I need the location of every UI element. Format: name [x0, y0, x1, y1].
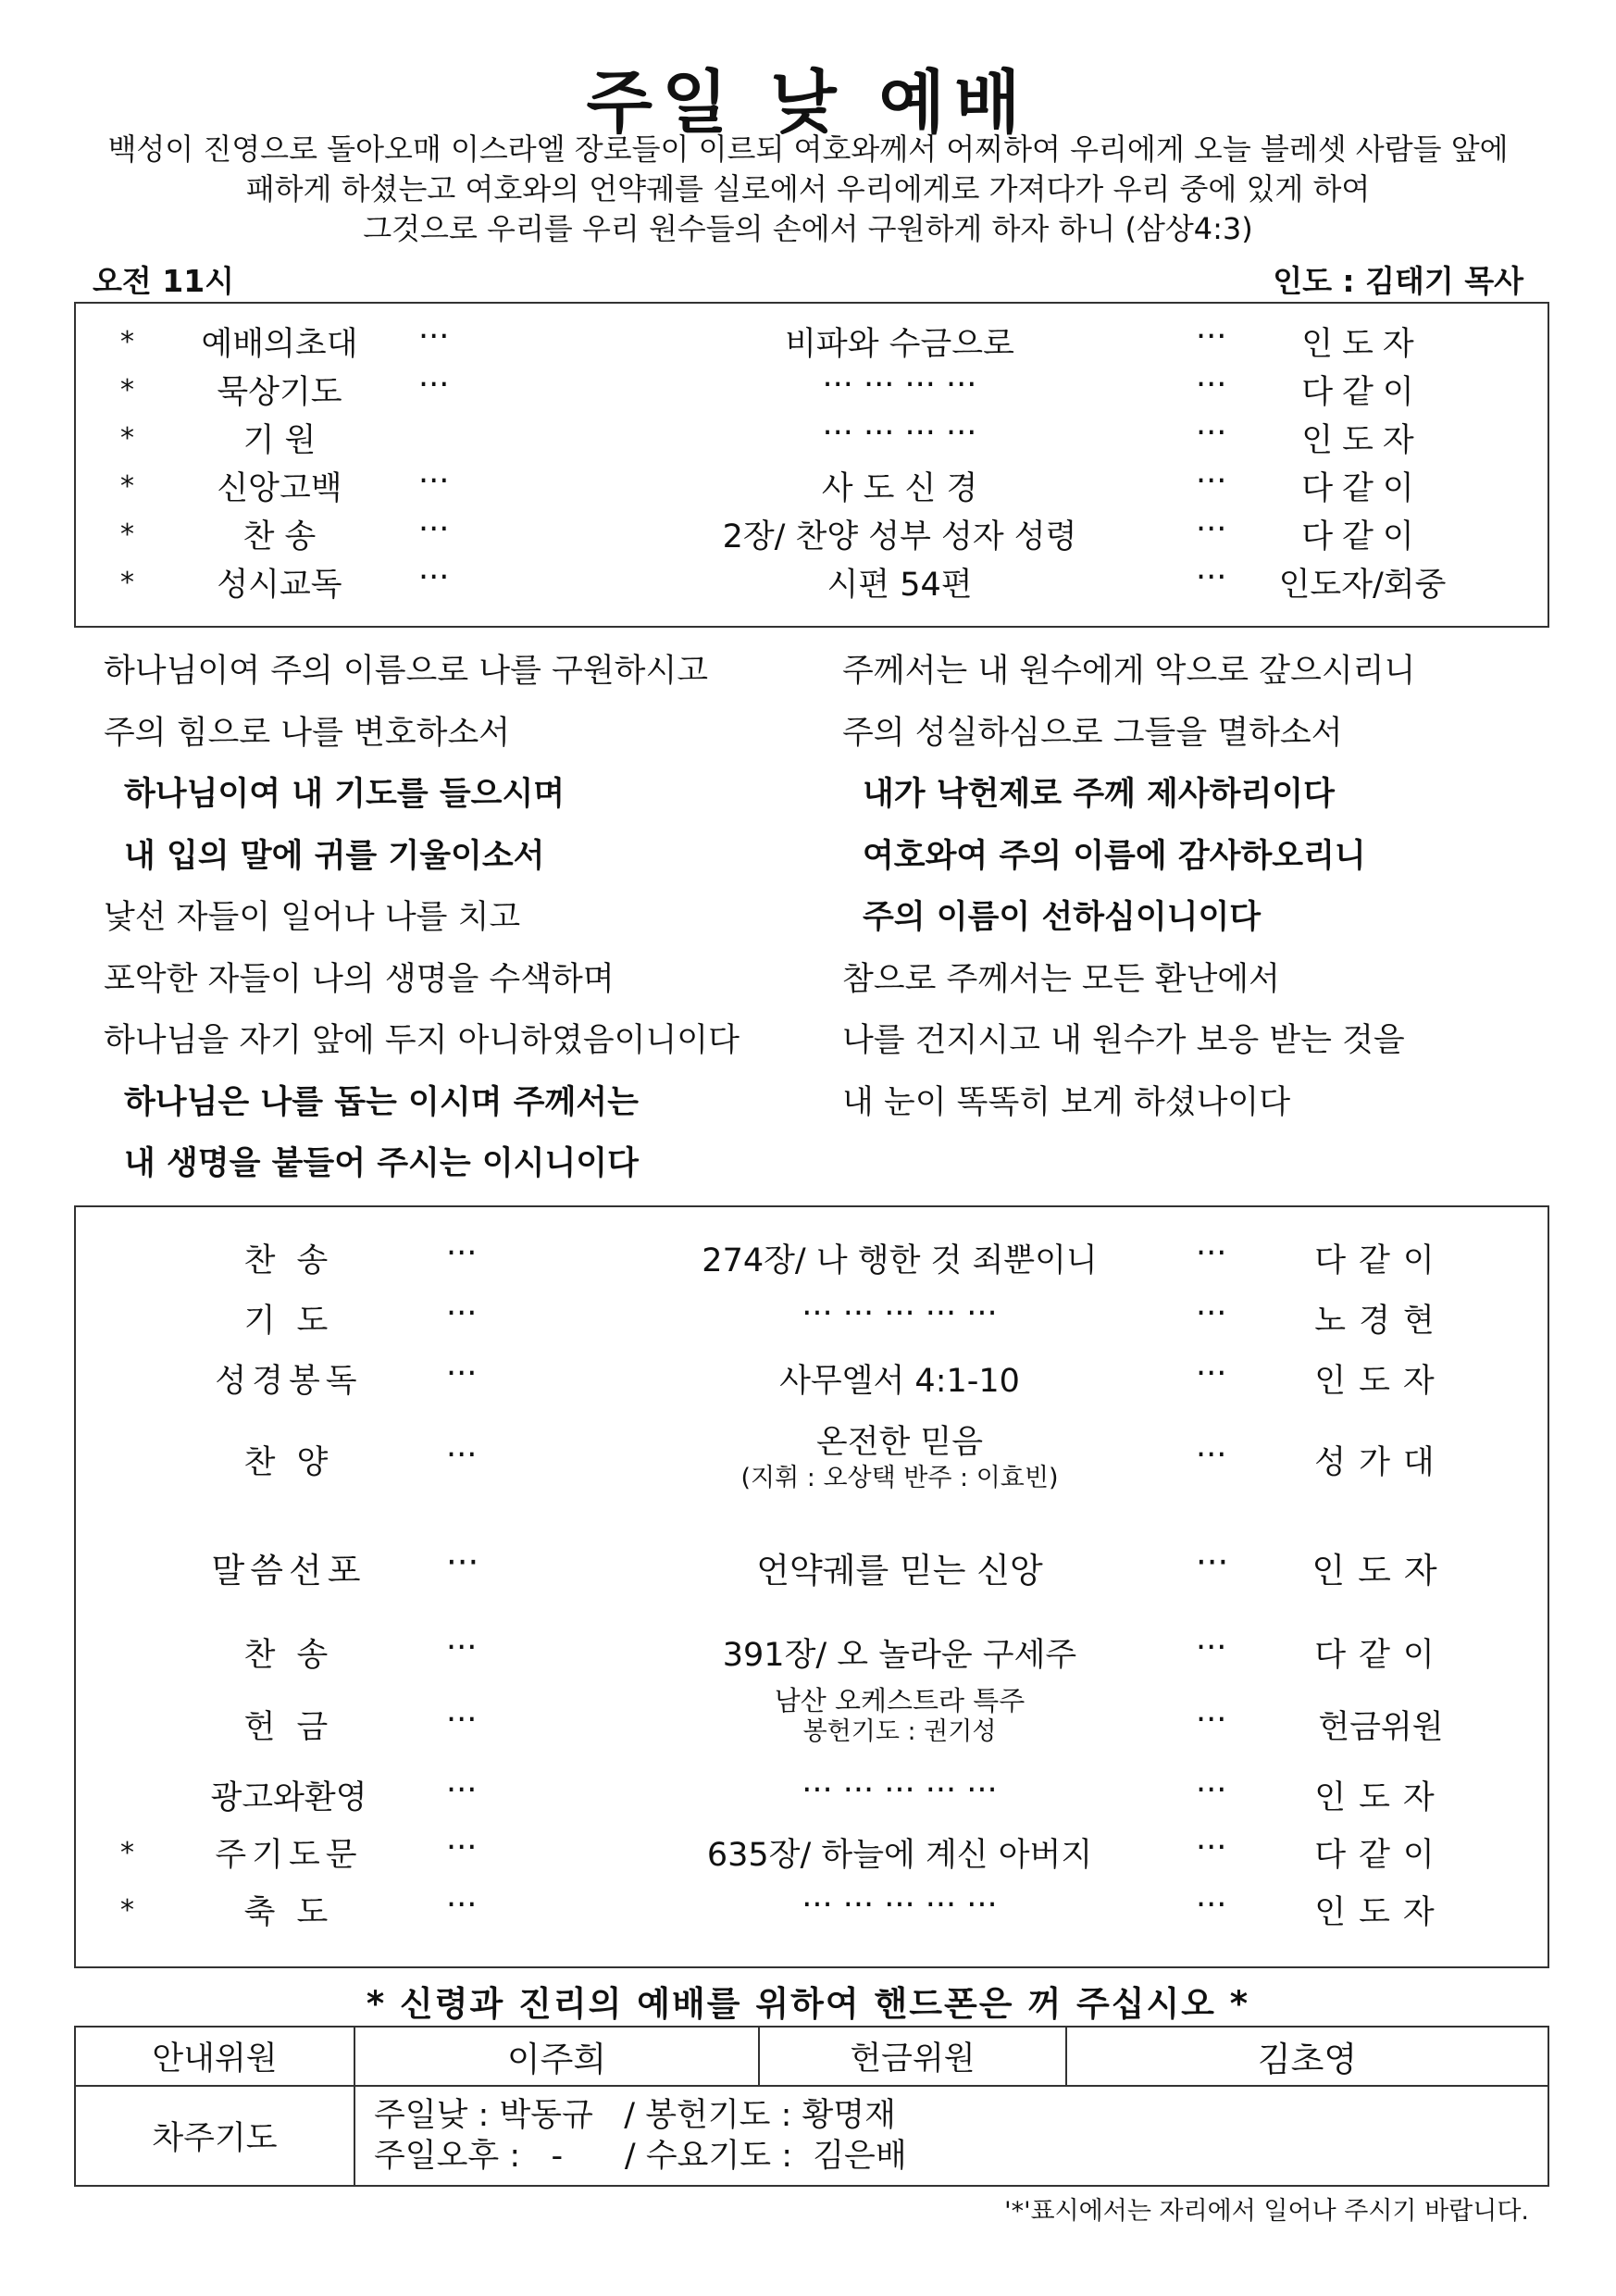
standing-marker: * [120, 470, 134, 503]
order-item-title: 274장/ 나 행한 것 죄뿐이니 [702, 1242, 1098, 1279]
standing-marker: * [120, 1894, 134, 1927]
order-dots: ··· [1196, 1772, 1227, 1809]
order-who: 다같이 [1314, 1637, 1448, 1674]
order-item: 비파와 수금으로 [785, 326, 1014, 363]
order-item [585, 1235, 1214, 1281]
reading-line: 포악한 자들이 나의 생명을 수색하며 [104, 960, 615, 998]
order-dots: ··· [1196, 463, 1227, 500]
order-dots: ··· [446, 1235, 478, 1272]
order-name: 성경봉독 [215, 1363, 363, 1400]
reading-line-response: 주의 이름이 선하심이니이다 [863, 899, 1262, 936]
order-who: 다같이 [1314, 1242, 1448, 1279]
order-who: 다같이 [1301, 518, 1423, 555]
reading-line-response: 내 생명을 붙들어 주시는 이시니이다 [124, 1145, 639, 1182]
order-name: 찬 송 [243, 1637, 334, 1674]
order-item-title: ··· ··· ··· ··· ··· [802, 1295, 998, 1332]
order-item-title: 온전한 믿음 [815, 1424, 984, 1461]
order-who: 인도자/회중 [1278, 567, 1447, 604]
order-who: 인도자 [1314, 1363, 1448, 1400]
order-name: 기 원 [242, 422, 317, 459]
next-prayer-line: 주일낮 : 박동규 / 봉헌기도 : 황명재 [374, 2097, 896, 2134]
reading-line-response: 하나님은 나를 돕는 이시며 주께서는 [124, 1083, 639, 1121]
order-item: ··· ··· ··· ··· [822, 367, 977, 404]
reading-line: 하나님이여 주의 이름으로 나를 구원하시고 [104, 653, 709, 690]
order-dots: ··· [418, 559, 450, 596]
next-prayer-cell [354, 2086, 1548, 2186]
order-dots: ··· [446, 1772, 478, 1809]
page-title: 주일 낮 예배 [586, 63, 1030, 143]
footer-note: '*'표시에서는 자리에서 일어나 주시기 바랍니다. [1004, 2197, 1529, 2226]
verse-line: 패하게 하셨는고 여호와의 언약궤를 실로에서 우리에게로 가져다가 우리 중에 있게 하여 [245, 171, 1371, 206]
order-who: 인도자 [1301, 326, 1423, 363]
order-dots: ··· [446, 1542, 479, 1582]
order-dots: ··· [1196, 511, 1227, 548]
order-dots: ··· [1196, 318, 1227, 356]
order-name: 주기도문 [215, 1837, 363, 1874]
order-item [585, 1887, 1214, 1924]
order-dots: ··· [1196, 1829, 1227, 1866]
order-item [585, 1685, 1214, 1748]
order-item: 사 도 신 경 [821, 470, 978, 507]
order-item-title: 사무엘서 4:1-10 [779, 1363, 1020, 1400]
order-item-sub: (지휘 : 오상택 반주 : 이효빈) [740, 1464, 1059, 1492]
order-name: 헌 금 [243, 1709, 334, 1746]
order-item [585, 1542, 1214, 1592]
service-time: 오전 11시 [93, 263, 235, 299]
order-name: 묵상기도 [217, 374, 342, 411]
order-item [585, 1355, 1214, 1402]
order-who: 노경현 [1314, 1303, 1448, 1340]
order-name: 광고와환영 [210, 1779, 367, 1816]
order-dots: ··· [1196, 367, 1227, 404]
order-item-title: 391장/ 오 놀라운 구세주 [722, 1637, 1077, 1674]
order-who: 인도자 [1301, 422, 1423, 459]
phone-notice: * 신령과 진리의 예배를 위하여 핸드폰은 꺼 주십시오 * [366, 1984, 1250, 2024]
order-name: 성시교독 [217, 567, 342, 604]
order-dots: ··· [446, 1887, 478, 1924]
order-item [585, 1295, 1214, 1332]
verse-line: 그것으로 우리를 우리 원수들의 손에서 구원하게 하자 하니 (삼상4:3) [363, 211, 1253, 246]
order-who: 인도자 [1314, 1779, 1448, 1816]
responsive-reading-left [104, 641, 740, 1195]
volunteer-table [74, 2026, 1549, 2187]
order-item-title: 언약궤를 믿는 신앙 [756, 1551, 1043, 1591]
order-dots: ··· [1196, 1542, 1229, 1582]
standing-marker: * [120, 422, 134, 455]
order-item: 2장/ 찬양 성부 성자 성령 [722, 518, 1077, 555]
scripture-verse [0, 130, 1616, 249]
reading-line: 참으로 주께서는 모든 환난에서 [842, 960, 1280, 998]
order-of-worship-part1 [74, 302, 1549, 628]
reading-line-response: 여호와여 주의 이름에 감사하오리니 [863, 837, 1366, 875]
order-dots: ··· [418, 367, 450, 404]
order-who: 다같이 [1301, 470, 1423, 507]
order-dots: ··· [446, 1702, 478, 1739]
order-dots: ··· [446, 1437, 478, 1474]
reading-line-response: 내가 낙헌제로 주께 제사하리이다 [863, 776, 1335, 813]
order-item-title: 남산 오케스트라 특주 [774, 1685, 1026, 1716]
order-name: 축 도 [243, 1894, 334, 1931]
order-dots: ··· [446, 1829, 478, 1866]
order-dots: ··· [1196, 1235, 1227, 1272]
reading-line-response: 하나님이여 내 기도를 들으시며 [124, 776, 566, 813]
order-dots: ··· [446, 1295, 478, 1332]
order-who: 인도자 [1311, 1551, 1450, 1591]
order-dots: ··· [1196, 1702, 1227, 1739]
order-item [585, 1629, 1214, 1676]
offering-name: 김초영 [1066, 2027, 1548, 2086]
order-item-title: 635장/ 하늘에 계신 아버지 [706, 1837, 1093, 1874]
standing-marker: * [120, 518, 134, 551]
reading-line: 주의 성실하심으로 그들을 멸하소서 [842, 714, 1343, 752]
order-name: 찬 송 [243, 1242, 334, 1279]
order-who: 인도자 [1314, 1894, 1448, 1931]
order-name: 기 도 [243, 1303, 334, 1340]
order-item-title: ··· ··· ··· ··· ··· [802, 1887, 998, 1924]
order-who: 다같이 [1314, 1837, 1448, 1874]
standing-marker: * [120, 1837, 134, 1869]
order-who: 성가대 [1314, 1444, 1448, 1481]
order-name: 찬 송 [242, 518, 317, 555]
next-prayer-label: 차주기도 [75, 2086, 354, 2186]
order-item [585, 1829, 1214, 1876]
offering-label: 헌금위원 [759, 2027, 1066, 2086]
next-prayer-line: 주일오후 : - / 수요기도 : 김은배 [374, 2138, 907, 2175]
usher-name: 이주희 [354, 2027, 759, 2086]
order-dots: ··· [1196, 1355, 1227, 1392]
order-dots: ··· [1196, 1437, 1227, 1474]
order-dots: ··· [418, 463, 450, 500]
reading-line: 하나님을 자기 앞에 두지 아니하였음이니이다 [104, 1022, 740, 1059]
reading-line: 주의 힘으로 나를 변호하소서 [104, 714, 511, 752]
order-item: ··· ··· ··· ··· [822, 415, 977, 452]
order-dots: ··· [446, 1355, 478, 1392]
order-who: 헌금위원 [1318, 1709, 1444, 1746]
order-dots: ··· [1196, 415, 1227, 452]
usher-label: 안내위원 [75, 2027, 354, 2086]
order-dots: ··· [1196, 1629, 1227, 1666]
order-item: 시편 54편 [827, 567, 973, 604]
order-of-worship-part2 [74, 1205, 1549, 1968]
order-name: 신앙고백 [217, 470, 342, 507]
order-dots: ··· [1196, 1295, 1227, 1332]
order-item [585, 1416, 1214, 1494]
reading-line: 나를 건지시고 내 원수가 보응 받는 것을 [842, 1022, 1405, 1059]
standing-marker: * [120, 567, 134, 599]
order-name: 예배의초대 [201, 326, 358, 363]
order-item-title: ··· ··· ··· ··· ··· [802, 1772, 998, 1809]
verse-line: 백성이 진영으로 돌아오매 이스라엘 장로들이 이르되 여호와께서 어찌하여 우리에게 오늘 블레셋 사람들 앞에 [107, 131, 1509, 167]
reading-line: 내 눈이 똑똑히 보게 하셨나이다 [842, 1083, 1291, 1121]
order-item-sub: 봉헌기도 : 권기성 [802, 1717, 997, 1746]
order-dots: ··· [418, 511, 450, 548]
order-dots: ··· [418, 318, 450, 356]
order-dots: ··· [1196, 1887, 1227, 1924]
service-leader: 인도 : 김태기 목사 [1273, 263, 1523, 299]
reading-line-response: 내 입의 말에 귀를 기울이소서 [124, 837, 545, 875]
standing-marker: * [120, 374, 134, 406]
order-item [585, 1772, 1214, 1809]
reading-line: 낯선 자들이 일어나 나를 치고 [104, 899, 521, 936]
reading-line: 주께서는 내 원수에게 악으로 갚으시리니 [842, 653, 1416, 690]
responsive-reading-right [842, 641, 1415, 1133]
order-dots: ··· [1196, 559, 1227, 596]
order-dots: ··· [446, 1629, 478, 1666]
order-name: 찬 양 [243, 1444, 334, 1481]
order-who: 다같이 [1301, 374, 1423, 411]
standing-marker: * [120, 326, 134, 358]
order-name: 말씀선포 [211, 1551, 367, 1591]
